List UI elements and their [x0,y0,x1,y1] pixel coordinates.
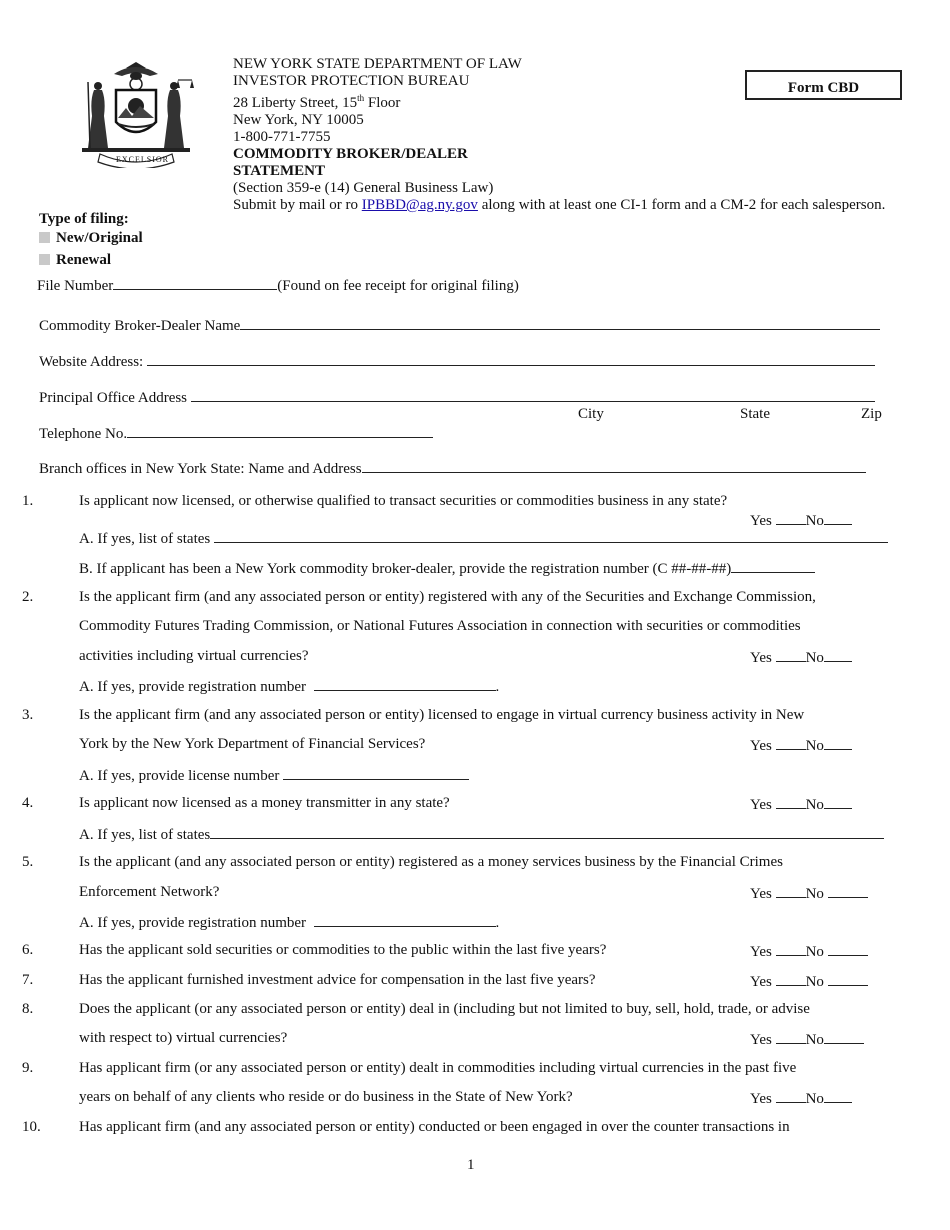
file-number-row: File Number (Found on fee receipt for original filing) [37,278,519,294]
q9-text-line1: Has applicant firm (or any associated person or entity) dealt in commodities including virtual currencies in the past five [79,1060,797,1076]
branch-offices-field[interactable] [362,459,866,473]
seal-motto: EXCELSIOR [116,155,169,164]
office-address-row: Principal Office Address [39,388,875,407]
agency-name: NEW YORK STATE DEPARTMENT OF LAW [233,56,522,72]
file-number-field[interactable] [113,276,277,290]
website-row: Website Address: [39,352,875,371]
filing-type-label: Type of filing: [39,211,129,227]
q9-yes-no[interactable]: Yes No [750,1089,852,1108]
q2a-field[interactable] [314,677,496,691]
city-address: New York, NY 10005 [233,112,364,128]
q2-text-line2: Commodity Futures Trading Commission, or National Futures Association in connection with securities or commodities [79,618,801,634]
q1b-field[interactable] [731,559,815,573]
q4a-field[interactable] [210,825,884,839]
q5-yes-no[interactable]: Yes No [750,884,868,903]
q2-number: 2. [22,589,34,605]
q5a-row: A. If yes, provide registration number . [79,915,500,931]
q2-text-line3: activities including virtual currencies? [79,648,309,664]
q10-number: 10. [22,1119,41,1135]
broker-name-field[interactable] [240,316,880,330]
branch-offices-row: Branch offices in New York State: Name and Address [39,459,866,478]
q2-yes-no[interactable]: Yes No [750,648,852,667]
q1-number: 1. [22,493,34,509]
q3-text-line1: Is the applicant firm (and any associated person or entity) licensed to engage in virtual currency business activity in New [79,707,805,723]
q8-text-line2: with respect to) virtual currencies? [79,1030,288,1046]
filing-option-new[interactable]: New/Original [39,230,143,247]
telephone-row: Telephone No. [39,424,433,443]
q9-number: 9. [22,1060,34,1076]
q4-number: 4. [22,795,34,811]
q4-yes-no[interactable]: Yes No [750,795,852,814]
q8-text-line1: Does the applicant (or any associated person or entity) deal in (including but not limited to buy, sell, hold, trade, or advise [79,1001,810,1017]
q2-text-line1: Is the applicant firm (and any associated person or entity) registered with any of the Securities and Exchange Commission, [79,589,816,605]
q6-yes-no[interactable]: Yes No [750,942,868,961]
q3-number: 3. [22,707,34,723]
phone-number: 1-800-771-7755 [233,129,331,145]
q5-text-line1: Is the applicant (and any associated person or entity) registered as a money services business by the Financial Crimes [79,854,783,870]
q7-text: Has the applicant furnished investment advice for compensation in the last five years? [79,972,596,988]
city-caption: City [578,406,604,422]
page-number: 1 [467,1157,475,1173]
q7-yes-no[interactable]: Yes No [750,972,868,991]
zip-caption: Zip [861,406,882,422]
broker-name-row: Commodity Broker-Dealer Name [39,316,880,335]
q3-text-line2: York by the New York Department of Financial Services? [79,736,426,752]
q5-number: 5. [22,854,34,870]
q8-yes-no[interactable]: Yes No [750,1030,864,1049]
new-checkbox[interactable] [39,232,50,243]
ny-state-seal [74,60,198,168]
q5a-field[interactable] [314,913,496,927]
q4-text: Is applicant now licensed as a money transmitter in any state? [79,795,450,811]
q10-text-line1: Has applicant firm (and any associated person or entity) conducted or been engaged in over the counter transactions in [79,1119,790,1135]
q4a-row: A. If yes, list of states [79,825,884,844]
q3a-field[interactable] [283,766,469,780]
q8-number: 8. [22,1001,34,1017]
q1b-row: B. If applicant has been a New York commodity broker-dealer, provide the registration number (C ##-##-##) [79,559,815,578]
bureau-name: INVESTOR PROTECTION BUREAU [233,73,470,89]
q5-text-line2: Enforcement Network? [79,884,220,900]
form-title-line1: COMMODITY BROKER/DEALER [233,146,468,162]
office-address-field[interactable] [191,388,875,402]
q6-text: Has the applicant sold securities or commodities to the public within the last five years? [79,942,607,958]
q7-number: 7. [22,972,34,988]
q6-number: 6. [22,942,34,958]
telephone-field[interactable] [127,424,433,438]
form-title-line2: STATEMENT [233,163,325,179]
q1a-field[interactable] [214,529,888,543]
q1a-row: A. If yes, list of states [79,529,888,548]
q1-yes-no[interactable]: Yes No [750,511,852,530]
form-id-box: Form CBD [745,70,902,100]
q1-text: Is applicant now licensed, or otherwise qualified to transact securities or commodities business in any state? [79,493,728,509]
q3-yes-no[interactable]: Yes No [750,736,852,755]
q2a-row: A. If yes, provide registration number . [79,679,500,695]
q9-text-line2: years on behalf of any clients who reside or do business in the State of New York? [79,1089,573,1105]
filing-option-renewal[interactable]: Renewal [39,252,111,269]
submit-instructions: Submit by mail or ro IPBBD@ag.ny.gov along with at least one CI-1 form and a CM-2 for each salesperson. [233,197,886,213]
law-reference: (Section 359-e (14) General Business Law) [233,180,494,196]
state-caption: State [740,406,770,422]
q3a-row: A. If yes, provide license number [79,766,469,785]
email-link[interactable]: IPBBD@ag.ny.gov [361,197,478,213]
renewal-checkbox[interactable] [39,254,50,265]
website-field[interactable] [147,352,875,366]
street-address: 28 Liberty Street, 15th Floor [233,93,401,111]
